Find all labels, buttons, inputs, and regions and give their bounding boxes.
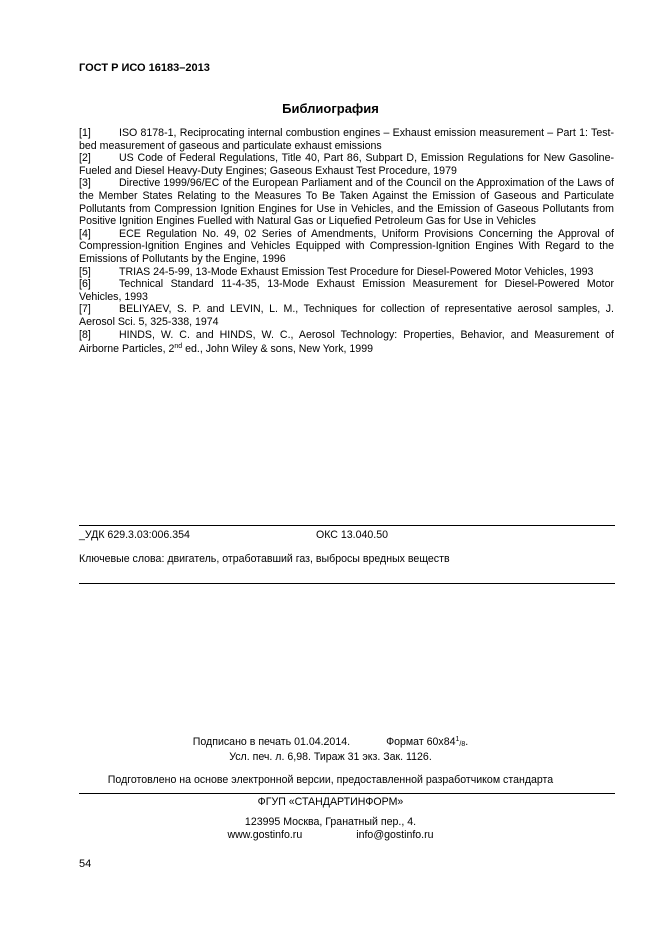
oks-code: ОКС 13.040.50 — [316, 529, 389, 541]
classification-block — [79, 525, 615, 584]
prepared-note: Подготовлено на основе электронной версии, предоставленной разработчиком стандарта — [107, 774, 554, 786]
reference-text: ISO 8178-1, Reciprocating internal combustion engines – Exhaust emission measurement – Part 1: Test-bed measurement of gaseous and particulate exhaust emissions — [79, 127, 614, 152]
reference-item — [79, 303, 614, 328]
classification-codes — [79, 525, 615, 543]
format-prefix: Формат 60x84 — [386, 736, 456, 748]
reference-number: [6] — [79, 278, 91, 291]
reference-item — [79, 152, 614, 177]
page-number: 54 — [79, 858, 92, 870]
superscript: nd — [174, 343, 183, 351]
website-link[interactable]: www.gostinfo.ru — [227, 829, 303, 841]
reference-item — [79, 127, 614, 152]
reference-item — [79, 329, 614, 356]
reference-text: BELIYAEV, S. P. and LEVIN, L. M., Techniques for collection of representative aerosol samples, J. Aerosol Sci. 5, 325-338, 1974 — [79, 303, 614, 328]
reference-text: ed., John Wiley & sons, New York, 1999 — [182, 343, 373, 356]
format-sup: 1 — [455, 736, 460, 743]
format-suffix: . — [465, 736, 469, 748]
reference-item — [79, 228, 614, 266]
reference-number: [5] — [79, 265, 91, 278]
reference-number: [2] — [79, 152, 91, 165]
imprint-line — [0, 733, 661, 751]
publisher-name: ФГУП «СТАНДАРТИНФОРМ» — [257, 796, 404, 808]
reference-text: HINDS, W. C. and HINDS, W. C., Aerosol Technology: Properties, Behavior, and Measurement of Airborne Particles, 2 — [79, 328, 614, 356]
bibliography-title: Библиография — [282, 101, 379, 116]
publisher-contact — [0, 816, 661, 842]
reference-list — [79, 127, 614, 356]
email-link[interactable]: info@gostinfo.ru — [356, 829, 434, 841]
reference-number: [4] — [79, 227, 91, 240]
reference-text: TRIAS 24-5-99, 13-Mode Exhaust Emission Test Procedure for Diesel-Powered Motor Vehicles, 1993 — [119, 265, 594, 278]
contact-row — [0, 829, 661, 842]
reference-number: [7] — [79, 303, 91, 316]
keywords: Ключевые слова: двигатель, отработавший газ, выбросы вредных веществ — [79, 553, 615, 584]
imprint-block — [0, 733, 661, 764]
reference-number: [8] — [79, 328, 91, 341]
publisher-address: 123995 Москва, Гранатный пер., 4. — [244, 816, 417, 828]
udk-code: _УДК 629.3.03:006.354 — [79, 529, 190, 541]
reference-number: [1] — [79, 127, 91, 139]
reference-text: Directive 1999/96/EC of the European Parliament and of the Council on the Approximation of the Laws of the Member States Relating to the Measures To Be Taken Against the Emission of Gaseous and Particulate Pollutants from Compression Ignition Engines for Use in Vehicles, and the Emission of Gaseous Pollutants from Positive Ignition Engines Fuelled with Natural Gas or Liquefied Petroleum Gas for Use in Vehicles — [79, 177, 614, 228]
reference-item — [79, 177, 614, 227]
divider — [79, 793, 615, 794]
signed-date: Подписано в печать 01.04.2014. — [192, 736, 351, 748]
reference-text: US Code of Federal Regulations, Title 40, Part 86, Subpart D, Emission Regulations for New Gasoline- Fueled and Diesel Heavy-Duty Engines; Gaseous Exhaust Test Procedure, 1979 — [79, 152, 614, 177]
reference-text: ECE Regulation No. 49, 02 Series of Amendments, Uniform Provisions Concerning the Approval of Compression-Ignition Engines and Vehicles Equipped with Compression-Ignition Engines With Regard to the Emissions of Pollutants by the Engine, 1996 — [79, 227, 614, 265]
format-sub: /8 — [459, 741, 466, 748]
reference-text: Technical Standard 11-4-35, 13-Mode Exhaust Emission Measurement for Diesel-Powered Motor Vehicles, 1993 — [79, 278, 614, 303]
reference-number: [3] — [79, 177, 91, 190]
reference-item — [79, 266, 614, 279]
print-details: Усл. печ. л. 6,98. Тираж 31 экз. Зак. 1126. — [229, 751, 432, 763]
reference-item — [79, 278, 614, 303]
standard-header: ГОСТ Р ИСО 16183–2013 — [79, 62, 210, 74]
